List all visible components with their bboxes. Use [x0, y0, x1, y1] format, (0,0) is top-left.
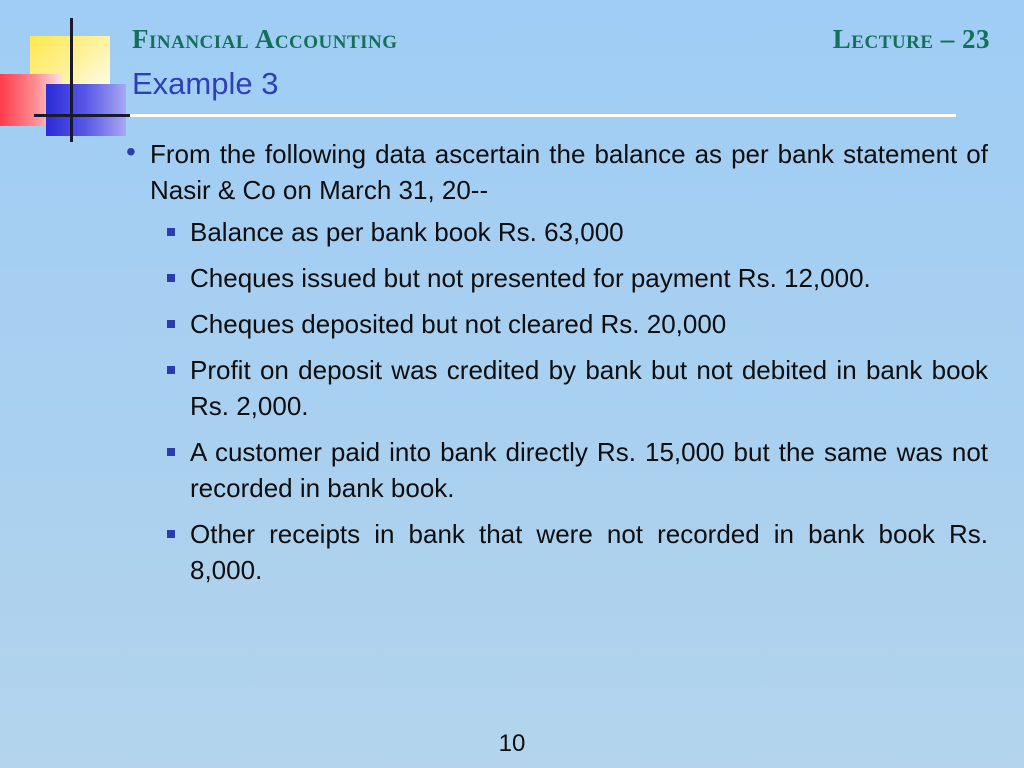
list-item-text: A customer paid into bank directly Rs. 15,000 but the same was not recorded in bank book.	[190, 437, 988, 503]
list-item-text: Cheques issued but not presented for payment Rs. 12,000.	[190, 263, 871, 293]
square-bullet-icon	[167, 366, 175, 374]
blue-square-decoration	[46, 84, 126, 136]
list-item	[118, 434, 988, 506]
list-item-text: Balance as per bank book Rs. 63,000	[190, 217, 624, 247]
round-bullet-icon: •	[126, 136, 136, 167]
square-bullet-icon	[167, 274, 175, 282]
list-item-text: Other receipts in bank that were not recorded in bank book Rs. 8,000.	[190, 519, 988, 585]
square-bullet-icon	[167, 448, 175, 456]
list-item	[118, 306, 988, 342]
vertical-line-decoration	[70, 18, 73, 142]
square-bullet-icon	[167, 228, 175, 236]
page-number: 10	[498, 730, 526, 757]
list-item	[118, 214, 988, 250]
square-bullet-icon	[167, 530, 175, 538]
intro-bullet	[118, 136, 988, 208]
intro-text: From the following data ascertain the balance as per bank statement of Nasir & Co on March 31, 20--	[150, 139, 988, 205]
list-item-text: Profit on deposit was credited by bank but not debited in bank book Rs. 2,000.	[190, 355, 988, 421]
list-item	[118, 260, 988, 296]
list-item	[118, 352, 988, 424]
title-divider	[130, 114, 956, 117]
data-list	[118, 214, 988, 588]
course-title: Financial Accounting	[132, 24, 398, 54]
horizontal-line-decoration	[34, 114, 130, 117]
list-item-text: Cheques deposited but not cleared Rs. 20,000	[190, 309, 727, 339]
square-bullet-icon	[167, 320, 175, 328]
lecture-number: Lecture – 23	[832, 24, 990, 54]
slide-title: Example 3	[132, 66, 279, 101]
slide-body	[118, 136, 988, 598]
list-item	[118, 516, 988, 588]
